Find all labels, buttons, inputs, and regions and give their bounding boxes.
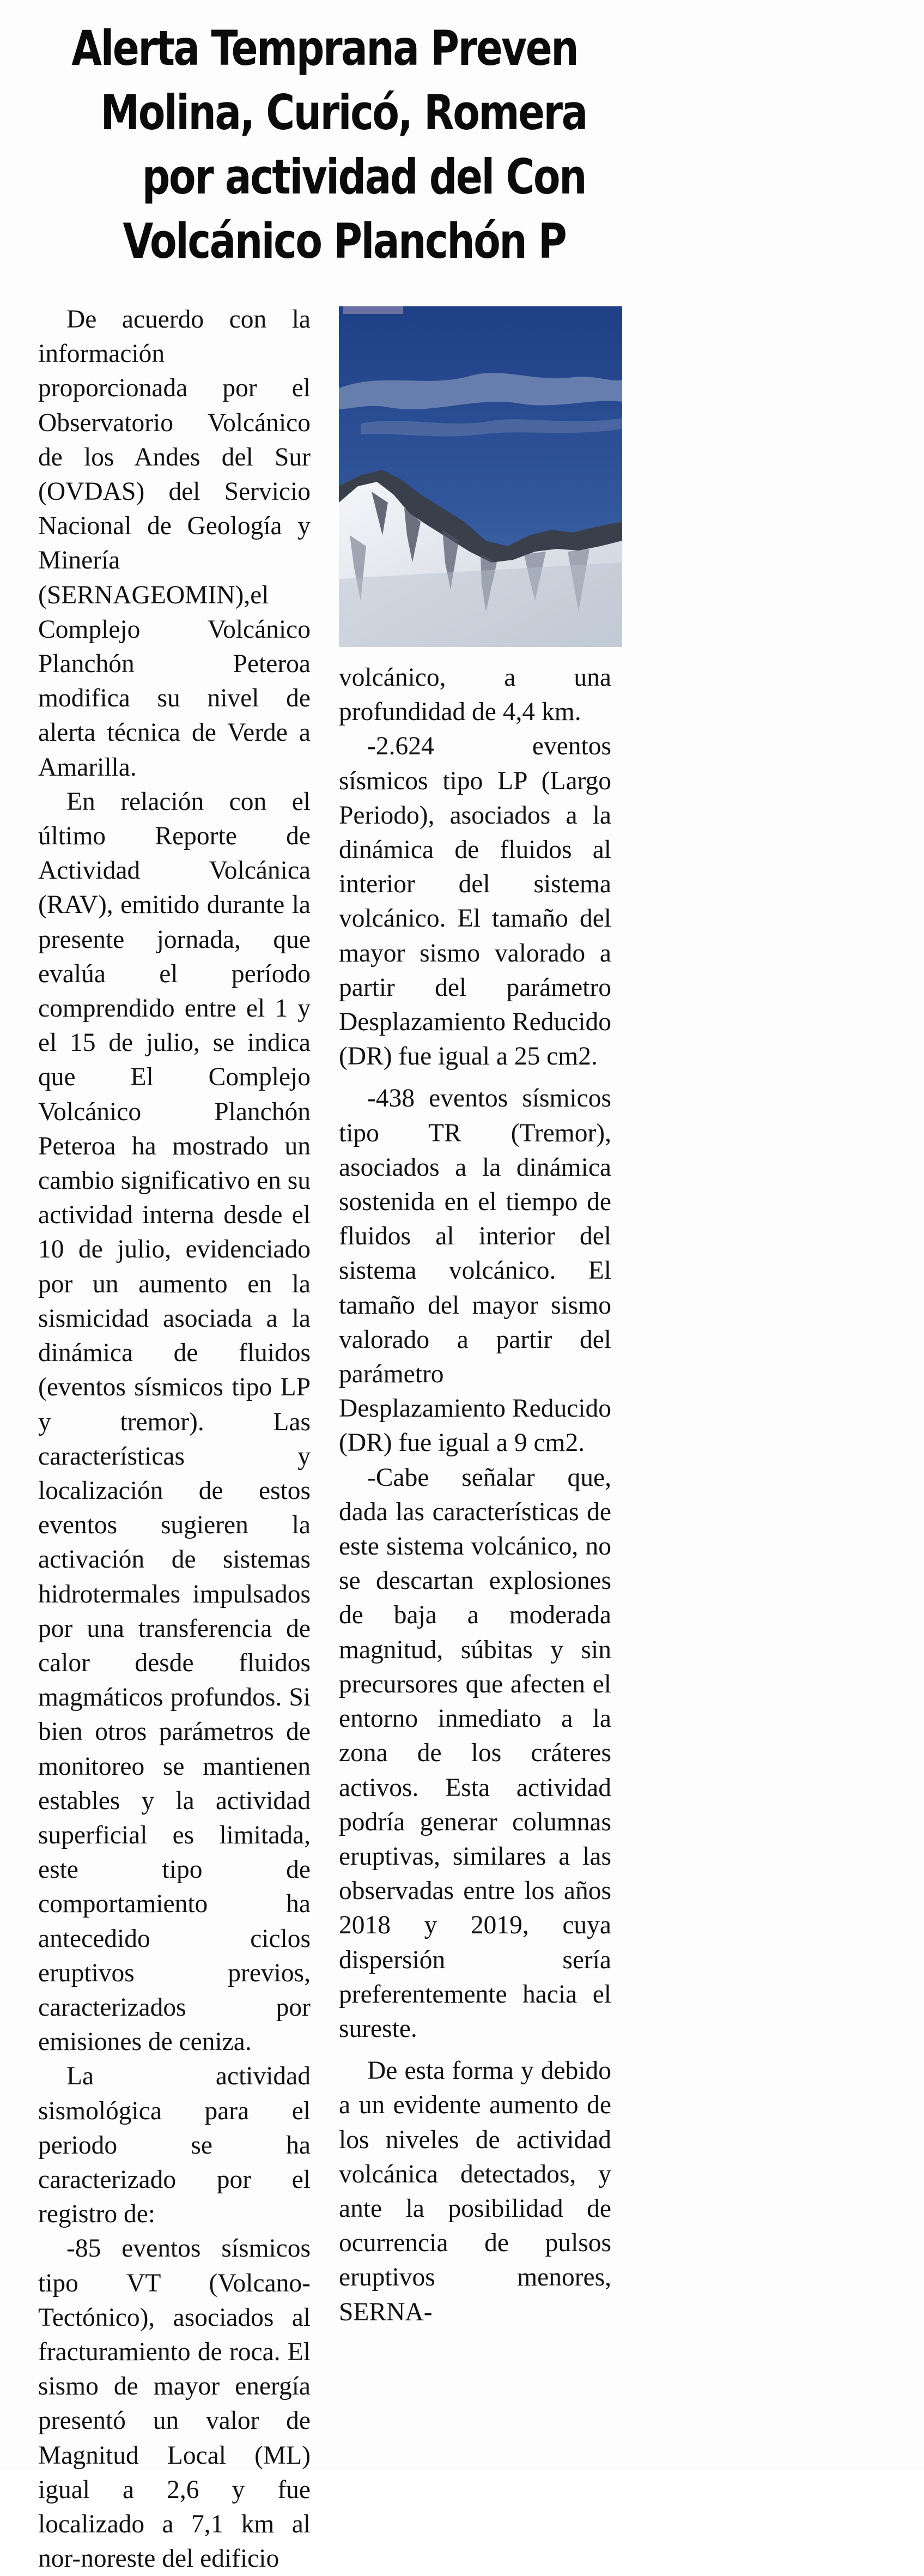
- paragraph: De acuerdo con la información proporcionada por el Observatorio Volcánico de los Andes del Sur (OVDAS) del Servicio Nacional de Geología y Minería (SERNAGEOMIN),el Complejo Volcánico Planchón Peteroa modifica su nivel de alerta técnica de Verde a Amarilla.: [38, 305, 311, 782]
- paragraph: En relación con el último Reporte de Actividad Volcánica (RAV), emitido durante la presente jornada, que evalúa el período comprendido entre el 1 y el 15 de julio, se indica que El Complejo Volcánico Planchón Peteroa ha mostrado un cambio significativo en su actividad interna desde el 10 de julio, evidenciado por un aumento en la sismicidad asociada a la dinámica de fluidos (eventos sísmicos tipo LP y tremor). Las características y localización de estos eventos sugieren la activación de sistemas hidrotermales impulsados por una transferencia de calor desde fluidos magmáticos profundos. Si bien otros parámetros de monitoreo se mantienen estables y la actividad superficial es limitada, este tipo de comportamiento ha antecedido ciclos eruptivos previos, caracterizados por emisiones de ceniza.: [38, 787, 311, 2057]
- paragraph: -85 eventos sísmicos tipo VT (Volcano-Tectónico), asociados al fracturamiento de roca. El sismo de mayor energía presentó un valor de Magnitud Local (ML) igual a 2,6 y fue localizado a 7,1 km al nor-noreste del edificio: [38, 2234, 311, 2573]
- headline-area: [0, 16, 648, 289]
- paragraph: -2.624 eventos sísmicos tipo LP (Largo Periodo), asociados a la dinámica de fluidos al interior del sistema volcánico. El tamaño del mayor sismo valorado a partir del parámetro Desplazamiento Reducido (DR) fue igual a 25 cm2.: [339, 732, 611, 1071]
- headline-line-1: Alerta Temprana Preven: [71, 20, 578, 76]
- headline-line-3: por actividad del Con: [142, 149, 586, 205]
- headline-line-2: Molina, Curicó, Romera: [100, 84, 587, 141]
- headline-line-4: Volcánico Planchón P: [123, 213, 566, 269]
- paragraph: -438 eventos sísmicos tipo TR (Tremor), asociados a la dinámica sostenida en el tiempo de fluidos al interior del sistema volcánico. El tamaño del mayor sismo valorado a partir del parámetro Desplazamiento Reducido (DR) fue igual a 9 cm2.: [339, 1084, 611, 1458]
- article-right-column: [339, 661, 611, 2330]
- paragraph: -Cabe señalar que, dada las características de este sistema volcánico, no se descartan explosiones de baja a moderada magnitud, súbitas y sin precursores que afecten el entorno inmediato a la zona de los cráteres activos. Esta actividad podría generar columnas eruptivas, similares a las observadas entre los años 2018 y 2019, cuya dispersión sería preferentemente hacia el sureste.: [339, 1463, 611, 2043]
- article-left-column: [38, 303, 311, 2576]
- paragraph: La actividad sismológica para el periodo se ha caracterizado por el registro de:: [38, 2062, 311, 2229]
- paragraph: volcánico, a una profundidad de 4,4 km.: [339, 663, 611, 727]
- headline: [0, 16, 587, 274]
- volcano-photo: [339, 306, 622, 647]
- volcano-photo-image: [339, 306, 622, 647]
- photo-badge: [343, 306, 403, 314]
- paragraph: De esta forma y debido a un evidente aumento de los niveles de actividad volcánica detectados, y ante la posibilidad de ocurrencia de pulsos eruptivos menores, SERNA-: [339, 2057, 611, 2326]
